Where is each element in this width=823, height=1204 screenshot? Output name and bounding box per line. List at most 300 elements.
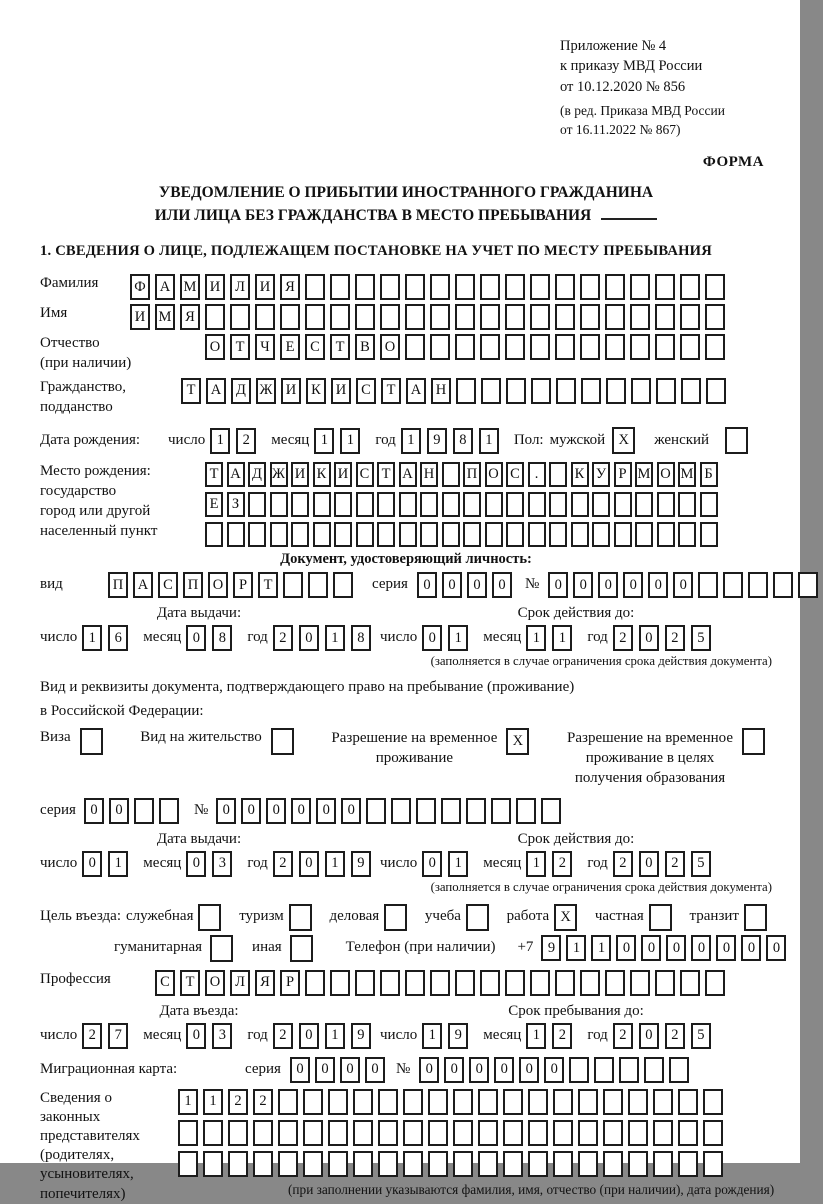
- char-box: 1: [566, 935, 586, 961]
- char-box: [700, 492, 718, 517]
- visit-purpose-row: [40, 904, 772, 931]
- birth-place-boxes-3: [205, 522, 721, 547]
- permit-issue-heading: Дата выдачи:: [156, 830, 242, 847]
- purpose-transit: [690, 904, 772, 931]
- char-box: [353, 1089, 373, 1115]
- char-box: [405, 274, 425, 300]
- stay-until-date: [380, 1023, 772, 1049]
- char-box: [549, 522, 567, 547]
- validity-note: (заполняется в случае ограничения срока действия документа): [430, 879, 772, 894]
- char-box: 0: [598, 572, 618, 598]
- char-box: 2: [228, 1089, 248, 1115]
- char-box: [748, 572, 768, 598]
- amendment-line: (в ред. Приказа МВД России: [560, 102, 725, 118]
- char-box: И: [334, 462, 352, 487]
- char-box: [205, 304, 225, 330]
- section1-heading: 1. СВЕДЕНИЯ О ЛИЦЕ, ПОДЛЕЖАЩЕМ ПОСТАНОВКЕ НА УЧЕТ ПО МЕСТУ ПРЕБЫВАНИЯ: [40, 243, 712, 260]
- char-box: [227, 522, 245, 547]
- char-box: 0: [766, 935, 786, 961]
- char-box: [380, 274, 400, 300]
- permit-valid-col: [380, 831, 772, 895]
- char-box: [485, 492, 503, 517]
- char-box: [631, 378, 651, 404]
- char-box: 0: [290, 1057, 310, 1083]
- birth-date-row: [40, 427, 772, 454]
- legal-reps-row: [40, 1089, 775, 1204]
- char-box: [505, 304, 525, 330]
- char-box: [366, 798, 386, 824]
- char-box: [203, 1120, 223, 1146]
- char-box: [628, 1089, 648, 1115]
- humanitarian-label: гуманитарная: [114, 939, 203, 956]
- char-box: 1: [422, 1023, 442, 1049]
- permit-issue-month-boxes: [186, 851, 238, 877]
- char-box: [703, 1120, 723, 1146]
- char-box: 0: [316, 798, 336, 824]
- char-box: [578, 1089, 598, 1115]
- char-box: 0: [442, 572, 462, 598]
- transit-checkbox: [744, 904, 772, 931]
- char-box: А: [406, 378, 426, 404]
- legal-reps-boxes-3: [178, 1151, 774, 1177]
- char-box: [210, 935, 233, 962]
- char-box: 0: [299, 1023, 319, 1049]
- char-box: [356, 522, 374, 547]
- permit-valid-day-boxes: [422, 851, 474, 877]
- char-box: О: [485, 462, 503, 487]
- char-box: 9: [448, 1023, 468, 1049]
- char-box: [630, 274, 650, 300]
- char-box: 1: [203, 1089, 223, 1115]
- char-box: [455, 304, 475, 330]
- char-box: Д: [248, 462, 266, 487]
- char-box: [657, 492, 675, 517]
- char-box: [580, 970, 600, 996]
- birth-place-label: [40, 462, 205, 541]
- char-box: 8: [212, 625, 232, 651]
- stay-until-heading: Срок пребывания до:: [508, 1002, 644, 1019]
- name-boxes: [130, 304, 730, 330]
- char-box: [530, 304, 550, 330]
- female-checkbox: [725, 427, 753, 454]
- char-box: 1: [325, 1023, 345, 1049]
- doc-kind-row: [40, 572, 772, 598]
- char-box: [355, 970, 375, 996]
- char-box: 1: [552, 625, 572, 651]
- char-box: А: [227, 462, 245, 487]
- char-box: [678, 1120, 698, 1146]
- doc-series-label: серия: [372, 576, 408, 593]
- char-box: [653, 1120, 673, 1146]
- char-box: [553, 1151, 573, 1177]
- birth-date-label: Дата рождения:: [40, 431, 141, 448]
- patronymic-boxes: [205, 334, 730, 360]
- amendment-note: [560, 102, 772, 140]
- char-box: [571, 492, 589, 517]
- surname-boxes: [130, 274, 730, 300]
- year-label: год: [247, 1026, 268, 1043]
- edu-permit-label-line2: проживание в целях: [585, 750, 715, 767]
- char-box: [178, 1120, 198, 1146]
- citizenship-label-line1: Гражданство,: [40, 378, 127, 395]
- char-box: [678, 1151, 698, 1177]
- char-box: [723, 572, 743, 598]
- char-box: С: [305, 334, 325, 360]
- char-box: [605, 334, 625, 360]
- char-box: 8: [453, 428, 473, 454]
- day-label: число: [380, 854, 418, 871]
- char-box: 2: [82, 1023, 102, 1049]
- birth-place-rows: [205, 462, 721, 547]
- blank-underline: [601, 207, 657, 220]
- form-label: ФОРМА: [702, 153, 764, 170]
- char-box: [278, 1089, 298, 1115]
- birth-place-label-line4: населенный пункт: [40, 522, 158, 539]
- char-box: [403, 1151, 423, 1177]
- char-box: О: [380, 334, 400, 360]
- char-box: В: [355, 334, 375, 360]
- doc-valid-year-boxes: [613, 625, 717, 651]
- char-box: 1: [108, 851, 128, 877]
- char-box: [178, 1151, 198, 1177]
- doc-valid-day-boxes: [422, 625, 474, 651]
- char-box: [541, 798, 561, 824]
- char-box: [356, 492, 374, 517]
- char-box: [305, 274, 325, 300]
- doc-kind-label: вид: [40, 576, 63, 593]
- entry-date: [40, 1023, 365, 1049]
- char-box: [700, 522, 718, 547]
- doc-issue-heading: Дата выдачи:: [156, 605, 242, 622]
- char-box: И: [255, 274, 275, 300]
- char-box: [384, 904, 407, 931]
- char-box: [705, 274, 725, 300]
- char-box: 0: [639, 625, 659, 651]
- char-box: [442, 522, 460, 547]
- char-box: 0: [299, 625, 319, 651]
- day-label: число: [40, 854, 78, 871]
- char-box: [420, 522, 438, 547]
- char-box: 1: [526, 1023, 546, 1049]
- char-box: [657, 522, 675, 547]
- char-box: [463, 522, 481, 547]
- char-box: [328, 1089, 348, 1115]
- char-box: И: [205, 274, 225, 300]
- char-box: З: [227, 492, 245, 517]
- char-box: [455, 334, 475, 360]
- char-box: [270, 522, 288, 547]
- doc-issue-day-boxes: [82, 625, 134, 651]
- day-label: число: [380, 1026, 418, 1043]
- char-box: М: [678, 462, 696, 487]
- char-box: [530, 970, 550, 996]
- char-box: 2: [665, 1023, 685, 1049]
- char-box: [503, 1151, 523, 1177]
- char-box: [303, 1151, 323, 1177]
- char-box: 0: [315, 1057, 335, 1083]
- char-box: 7: [108, 1023, 128, 1049]
- char-box: К: [313, 462, 331, 487]
- doc-issue-date: [40, 625, 365, 651]
- char-box: [455, 274, 475, 300]
- phone-prefix: +7: [517, 939, 534, 956]
- residence-doc-line1: Вид и реквизиты документа, подтверждающего право на пребывание (проживание): [40, 679, 575, 696]
- char-box: 0: [623, 572, 643, 598]
- doc-kind-boxes: [108, 572, 358, 598]
- char-box: 0: [648, 572, 668, 598]
- char-box: [635, 522, 653, 547]
- char-box: 0: [341, 798, 361, 824]
- char-box: [678, 1089, 698, 1115]
- char-box: [603, 1089, 623, 1115]
- char-box: 1: [340, 428, 360, 454]
- char-box: 0: [548, 572, 568, 598]
- year-label: год: [587, 854, 608, 871]
- char-box: [289, 904, 312, 931]
- char-box: [605, 274, 625, 300]
- edu-permit-label: [567, 728, 733, 789]
- entry-year-boxes: [273, 1023, 377, 1049]
- study-label: учеба: [424, 908, 461, 925]
- char-box: П: [183, 572, 203, 598]
- permit-series-row: [40, 798, 772, 824]
- char-box: Р: [614, 462, 632, 487]
- char-box: 0: [417, 572, 437, 598]
- entry-date-heading: Дата въезда:: [159, 1002, 239, 1019]
- char-box: Н: [420, 462, 438, 487]
- female-label: женский: [654, 431, 710, 448]
- mc-number-label: №: [395, 1060, 411, 1077]
- year-label: год: [587, 629, 608, 646]
- permit-series-label: серия: [40, 801, 76, 818]
- purpose-private: [595, 904, 677, 931]
- birth-place-boxes-1: [205, 462, 721, 487]
- edu-permit-label-line1: Разрешение на временное: [567, 729, 733, 746]
- char-box: [453, 1120, 473, 1146]
- char-box: [334, 492, 352, 517]
- char-box: К: [571, 462, 589, 487]
- edu-permit-option: [567, 728, 770, 789]
- validity-note: (заполняется в случае ограничения срока действия документа): [430, 654, 772, 669]
- char-box: [463, 492, 481, 517]
- char-box: 2: [236, 428, 256, 454]
- business-label: деловая: [329, 908, 380, 925]
- doc-issue-col: [40, 605, 365, 669]
- residence-doc-line2: в Российской Федерации:: [40, 702, 204, 719]
- char-box: [391, 798, 411, 824]
- char-box: Я: [180, 304, 200, 330]
- legal-reps-label-line5: усыновителях,: [40, 1166, 134, 1183]
- char-box: [455, 970, 475, 996]
- month-label: месяц: [483, 854, 522, 871]
- birth-day-boxes: [210, 428, 262, 454]
- other-label: иная: [252, 939, 282, 956]
- char-box: 0: [186, 1023, 206, 1049]
- month-label: месяц: [143, 1026, 182, 1043]
- char-box: 9: [541, 935, 561, 961]
- char-box: [655, 304, 675, 330]
- char-box: [653, 1151, 673, 1177]
- entry-date-col: [40, 1002, 365, 1049]
- char-box: 0: [291, 798, 311, 824]
- char-box: [605, 304, 625, 330]
- residence-permit-checkbox: [271, 728, 299, 755]
- char-box: 0: [639, 1023, 659, 1049]
- char-box: Т: [205, 462, 223, 487]
- char-box: [328, 1120, 348, 1146]
- citizenship-boxes: [181, 378, 731, 404]
- entry-day-boxes: [82, 1023, 134, 1049]
- year-label: год: [247, 629, 268, 646]
- char-box: [528, 522, 546, 547]
- char-box: 0: [492, 572, 512, 598]
- char-box: 9: [351, 1023, 371, 1049]
- char-box: [606, 378, 626, 404]
- doc-valid-month-boxes: [526, 625, 578, 651]
- char-box: [678, 522, 696, 547]
- char-box: [313, 492, 331, 517]
- char-box: [680, 274, 700, 300]
- char-box: [630, 970, 650, 996]
- char-box: [405, 970, 425, 996]
- char-box: [405, 334, 425, 360]
- char-box: [528, 492, 546, 517]
- year-label: год: [247, 854, 268, 871]
- char-box: [580, 304, 600, 330]
- char-box: 2: [665, 851, 685, 877]
- char-box: П: [108, 572, 128, 598]
- char-box: [506, 378, 526, 404]
- char-box: 1: [210, 428, 230, 454]
- char-box: 5: [691, 1023, 711, 1049]
- char-box: [503, 1089, 523, 1115]
- char-box: Т: [258, 572, 278, 598]
- tourism-label: туризм: [239, 908, 284, 925]
- char-box: [328, 1151, 348, 1177]
- char-box: [430, 970, 450, 996]
- char-box: [725, 427, 748, 454]
- char-box: .: [528, 462, 546, 487]
- citizenship-label-line2: подданство: [40, 398, 113, 415]
- edu-permit-checkbox: [742, 728, 770, 755]
- char-box: [456, 378, 476, 404]
- char-box: [278, 1151, 298, 1177]
- transit-label: транзит: [689, 908, 739, 925]
- char-box: 1: [448, 625, 468, 651]
- char-box: 1: [526, 625, 546, 651]
- char-box: И: [281, 378, 301, 404]
- char-box: 9: [427, 428, 447, 454]
- char-box: [578, 1151, 598, 1177]
- char-box: [205, 522, 223, 547]
- char-box: [669, 1057, 689, 1083]
- legal-reps-note: (при заполнении указываются фамилия, имя, отчество (при наличии), дата рождения): [288, 1181, 775, 1197]
- char-box: 1: [401, 428, 421, 454]
- doc-number-boxes: [548, 572, 823, 598]
- char-box: 0: [639, 851, 659, 877]
- year-label: год: [375, 431, 396, 448]
- char-box: 1: [448, 851, 468, 877]
- char-box: Я: [255, 970, 275, 996]
- char-box: 0: [186, 851, 206, 877]
- birth-place-label-line2: государство: [40, 483, 117, 500]
- visa-checkbox: [80, 728, 108, 755]
- char-box: 2: [613, 1023, 633, 1049]
- char-box: [334, 522, 352, 547]
- char-box: 3: [212, 1023, 232, 1049]
- temp-permit-label-line1: Разрешение на временное: [331, 729, 498, 746]
- char-box: 0: [299, 851, 319, 877]
- char-box: [578, 1120, 598, 1146]
- entry-month-boxes: [186, 1023, 238, 1049]
- profession-label: Профессия: [40, 970, 111, 987]
- official-label: служебная: [125, 908, 194, 925]
- char-box: Т: [330, 334, 350, 360]
- char-box: [377, 522, 395, 547]
- char-box: [380, 304, 400, 330]
- char-box: 0: [673, 572, 693, 598]
- mc-series-boxes: [290, 1057, 390, 1083]
- char-box: Т: [381, 378, 401, 404]
- char-box: [228, 1151, 248, 1177]
- char-box: [614, 492, 632, 517]
- residence-permit-option: [140, 728, 298, 755]
- char-box: [649, 904, 672, 931]
- char-box: О: [208, 572, 228, 598]
- char-box: [678, 492, 696, 517]
- char-box: И: [291, 462, 309, 487]
- char-box: [253, 1151, 273, 1177]
- char-box: X: [612, 427, 635, 454]
- char-box: [506, 492, 524, 517]
- mc-number-boxes: [419, 1057, 694, 1083]
- char-box: [403, 1120, 423, 1146]
- month-label: месяц: [483, 629, 522, 646]
- permit-issue-date: [40, 851, 365, 877]
- other-checkbox: [290, 935, 318, 962]
- char-box: [308, 572, 328, 598]
- char-box: 2: [613, 625, 633, 651]
- char-box: [377, 492, 395, 517]
- char-box: [255, 304, 275, 330]
- char-box: [430, 274, 450, 300]
- char-box: 0: [444, 1057, 464, 1083]
- char-box: 1: [178, 1089, 198, 1115]
- char-box: [605, 970, 625, 996]
- doc-number-label: №: [524, 576, 540, 593]
- purpose-tourism: [239, 904, 317, 931]
- stay-month-boxes: [526, 1023, 578, 1049]
- char-box: [698, 572, 718, 598]
- char-box: 0: [266, 798, 286, 824]
- char-box: [330, 970, 350, 996]
- char-box: [478, 1120, 498, 1146]
- char-box: [705, 334, 725, 360]
- char-box: [441, 798, 461, 824]
- char-box: [705, 304, 725, 330]
- surname-row: [40, 274, 772, 300]
- legal-reps-label-line1: Сведения о: [40, 1089, 112, 1106]
- stay-until-col: [380, 1003, 772, 1049]
- migration-card-label: Миграционная карта:: [40, 1060, 178, 1077]
- male-checkbox: [612, 427, 640, 454]
- char-box: 1: [591, 935, 611, 961]
- char-box: 8: [351, 625, 371, 651]
- study-checkbox: [466, 904, 494, 931]
- legal-reps-label: [40, 1089, 178, 1204]
- char-box: 0: [365, 1057, 385, 1083]
- char-box: [553, 1120, 573, 1146]
